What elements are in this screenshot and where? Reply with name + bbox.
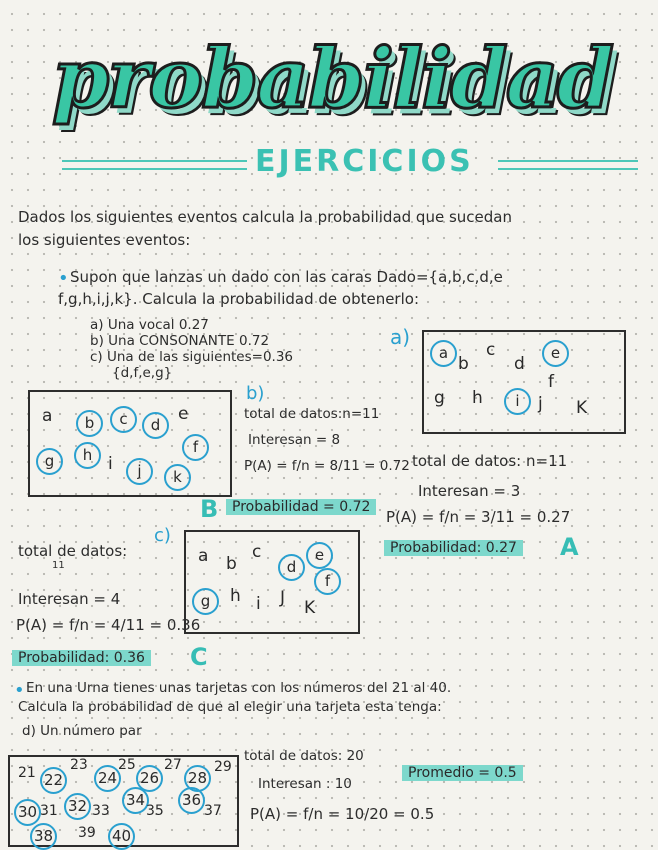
bullet-1: •: [58, 268, 69, 289]
set-b-item-e: e: [178, 404, 189, 424]
intro-line-2: los siguientes eventos:: [18, 231, 191, 249]
set-a-item-g: g: [434, 388, 445, 408]
set-d-number-30: 30: [14, 799, 41, 826]
set-a-item-i: i: [504, 388, 531, 415]
set-a-item-b: b: [458, 354, 469, 374]
set-d-number-32: 32: [64, 793, 91, 820]
set-d-number-22: 22: [40, 767, 67, 794]
set-a-item-K: K: [576, 398, 588, 418]
set-b-item-b: b: [76, 410, 103, 437]
set-d-number-25: 25: [118, 757, 136, 773]
section-d-formula: P(A) = f/n = 10/20 = 0.5: [250, 805, 435, 823]
section-a-interesan: Interesan = 3: [418, 482, 521, 500]
problem1-line-1: Supon que lanzas un dado con las caras Dado={a,b,c,d,e: [70, 268, 503, 286]
set-a-item-h: h: [472, 388, 483, 408]
section-b-total: total de datos:n=11: [244, 406, 380, 422]
set-d-number-36: 36: [178, 787, 205, 814]
problem1-item-a: a) Una vocal 0.27: [90, 317, 209, 333]
set-a-item-j: j: [538, 394, 543, 414]
set-c-item-i: i: [256, 594, 261, 614]
set-d-number-21: 21: [18, 765, 36, 781]
set-c-item-e: e: [306, 542, 333, 569]
section-c-label: c): [154, 525, 171, 546]
set-d-number-37: 37: [204, 803, 222, 819]
intro-line-1: Dados los siguientes eventos calcula la probabilidad que sucedan: [18, 208, 512, 226]
section-d-interesan: Interesan : 10: [258, 776, 352, 792]
section-c-total-n: 11: [52, 560, 65, 571]
set-c-item-K: K: [304, 598, 316, 618]
section-d-promedio: Promedio = 0.5: [402, 765, 523, 781]
section-a-label: a): [390, 325, 411, 349]
problem1-item-c-set: {d,f,e,g}: [112, 365, 173, 381]
section-a-tag: A: [560, 533, 579, 561]
set-a-item-e: e: [542, 340, 569, 367]
set-c-item-g: g: [192, 588, 219, 615]
set-d-number-34: 34: [122, 787, 149, 814]
set-c-item-J: J: [280, 588, 286, 608]
set-d-number-23: 23: [70, 757, 88, 773]
set-b-item-a: a: [42, 406, 53, 426]
section-b-interesan: Interesan = 8: [248, 432, 341, 448]
section-b-label: b): [246, 383, 265, 404]
section-c-total: total de datos:: [18, 542, 128, 560]
section-d-set-box: [8, 755, 239, 847]
problem2-item-d: d) Un número par: [22, 723, 142, 739]
set-c-item-h: h: [230, 586, 241, 606]
set-a-item-d: d: [514, 354, 525, 374]
set-d-number-39: 39: [78, 825, 96, 841]
section-c-tag: C: [190, 643, 208, 671]
set-d-number-38: 38: [30, 823, 57, 850]
set-d-number-40: 40: [108, 823, 135, 850]
set-b-item-j: j: [126, 458, 153, 485]
section-a-set-box: [422, 330, 626, 434]
problem2-line-1: En una Urna tienes unas tarjetas con los números del 21 al 40.: [26, 680, 452, 696]
set-b-item-h: h: [74, 442, 101, 469]
section-d-total: total de datos: 20: [244, 748, 364, 764]
bullet-2: •: [14, 680, 25, 701]
page-title: probabilidad: [51, 31, 613, 127]
section-b-result: Probabilidad = 0.72: [226, 499, 376, 515]
problem1-line-2: f,g,h,i,j,k}. Calcula la probabilidad de obtenerlo:: [58, 290, 419, 308]
set-d-number-31: 31: [40, 803, 58, 819]
set-b-item-f: f: [182, 434, 209, 461]
problem2-line-2: Calcula la probabilidad de que al elegir una tarjeta esta tenga:: [18, 699, 442, 715]
set-b-item-i: i: [108, 454, 113, 474]
set-d-number-26: 26: [136, 765, 163, 792]
set-b-item-c: c: [110, 406, 137, 433]
section-c-interesan: Interesan = 4: [18, 590, 121, 608]
set-d-number-33: 33: [92, 803, 110, 819]
set-d-number-29: 29: [214, 759, 232, 775]
set-a-item-f: f: [548, 372, 554, 392]
section-b-formula: P(A) = f/n = 8/11 = 0.72: [244, 458, 410, 474]
divider-left: [62, 160, 247, 170]
set-d-number-27: 27: [164, 757, 182, 773]
set-d-number-35: 35: [146, 803, 164, 819]
section-a-formula: P(A) = f/n = 3/11 = 0.27: [386, 508, 571, 526]
section-b-tag: B: [200, 495, 219, 523]
section-a-total: total de datos: n=11: [412, 452, 568, 470]
subtitle: EJERCICIOS: [255, 144, 474, 179]
set-c-item-a: a: [198, 546, 209, 566]
set-a-item-c: c: [486, 340, 496, 360]
set-d-number-24: 24: [94, 765, 121, 792]
set-c-item-d: d: [278, 554, 305, 581]
set-b-item-g: g: [36, 448, 63, 475]
set-c-item-c: c: [252, 542, 262, 562]
problem1-item-b: b) Una CONSONANTE 0.72: [90, 333, 270, 349]
set-c-item-f: f: [314, 568, 341, 595]
set-a-item-a: a: [430, 340, 457, 367]
set-b-item-d: d: [142, 412, 169, 439]
section-c-formula: P(A) = f/n = 4/11 = 0.36: [16, 616, 201, 634]
section-c-set-box: [184, 530, 360, 634]
section-a-result: Probabilidad: 0.27: [384, 540, 523, 556]
section-c-result: Probabilidad: 0.36: [12, 650, 151, 666]
set-d-number-28: 28: [184, 765, 211, 792]
set-c-item-b: b: [226, 554, 237, 574]
divider-right: [498, 160, 638, 170]
section-b-set-box: [28, 390, 232, 497]
problem1-item-c: c) Una de las siguientes=0.36: [90, 349, 294, 365]
set-b-item-k: k: [164, 464, 191, 491]
